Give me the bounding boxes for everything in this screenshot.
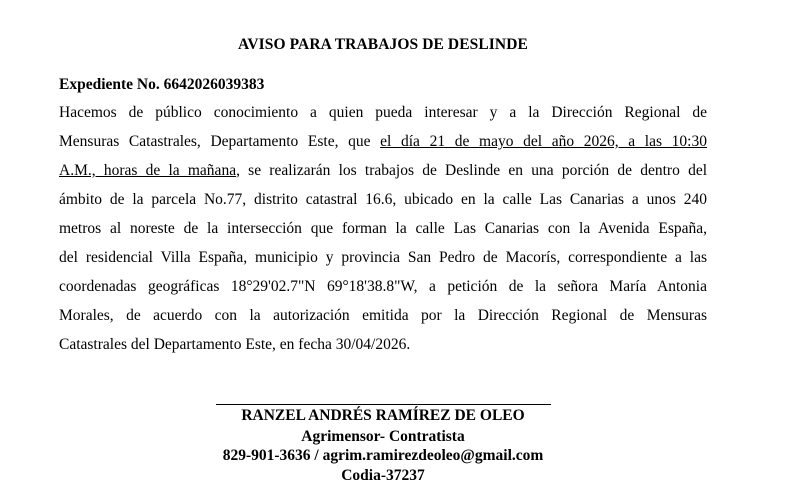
body-text: ámbito de la parcela No.77, distrito catastral 16.6, ubicado en la calle Las Canarias a unos 240 [59, 191, 707, 208]
body-line [59, 132, 707, 152]
body-line [59, 219, 707, 239]
body-line [59, 103, 707, 123]
signature-line [216, 404, 551, 405]
signatory-name: RANZEL ANDRÉS RAMÍREZ DE OLEO [241, 407, 525, 424]
underlined-time-text: A.M., horas de la mañana [59, 162, 237, 179]
body-text: Catastrales del Departamento Este, en fecha 30/04/2026. [59, 336, 411, 353]
signatory-codia: Codia-37237 [341, 467, 425, 484]
body-line [59, 335, 707, 355]
signatory-role: Agrimensor- Contratista [301, 428, 465, 445]
body-line [59, 190, 707, 210]
underlined-date-text: el día 21 de mayo del año 2026, a las 10:30 [380, 133, 707, 150]
body-line [59, 161, 707, 181]
body-line [59, 306, 707, 326]
signatory-contact: 829-901-3636 / agrim.ramirezdeoleo@gmail.com [222, 447, 544, 464]
expediente-number: Expediente No. 6642026039383 [59, 76, 265, 93]
body-line [59, 248, 707, 268]
body-text: Morales, de acuerdo con la autorización emitida por la Dirección Regional de Mensuras [59, 307, 707, 324]
body-text: metros al noreste de la intersección que forman la calle Las Canarias con la Avenida España, [59, 220, 707, 237]
body-text: del residencial Villa España, municipio y provincia San Pedro de Macorís, correspondiente a las [59, 249, 707, 266]
body-line [59, 277, 707, 297]
notice-title: AVISO PARA TRABAJOS DE DESLINDE [238, 36, 528, 53]
body-text: coordenadas geográficas 18°29'02.7"N 69°18'38.8"W, a petición de la señora María Antonia [59, 278, 707, 295]
body-text: Hacemos de público conocimiento a quien pueda interesar y a la Dirección Regional de [59, 104, 707, 121]
body-text: , se realizarán los trabajos de Deslinde en una porción de dentro del [236, 162, 707, 179]
body-text: Mensuras Catastrales, Departamento Este, que [59, 133, 381, 150]
